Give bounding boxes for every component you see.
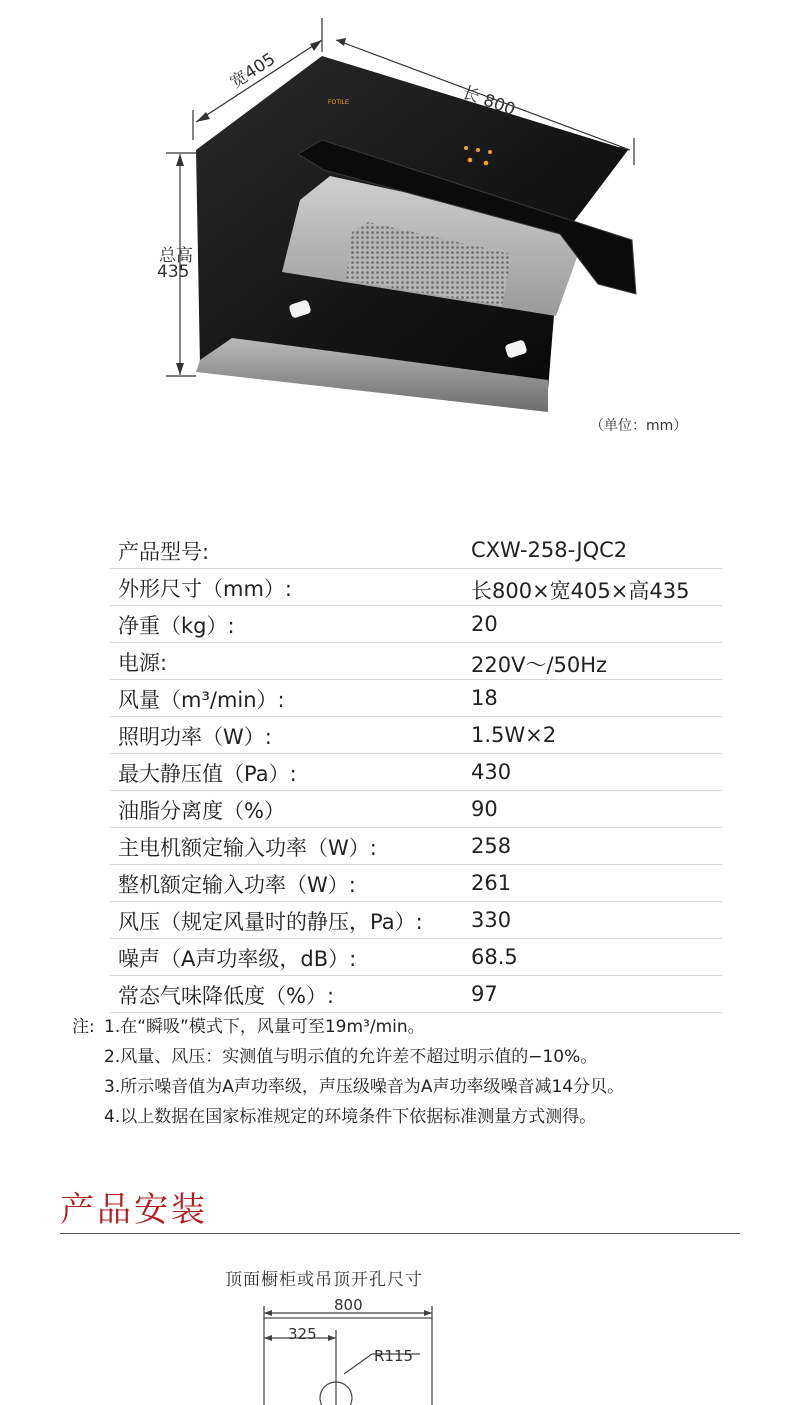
note-text: 3.所示噪音值为A声功率级，声压级噪音为A声功率级噪音减14分贝。 <box>104 1077 625 1097</box>
spec-row-total-power <box>110 865 722 902</box>
dim-total-label: 800 <box>334 1296 363 1314</box>
height-dimension-label-line1: 总高 <box>159 246 193 266</box>
spec-value: 261 <box>471 871 512 895</box>
unit-note: （单位：mm） <box>590 418 688 434</box>
spec-row-lighting-power <box>110 717 722 754</box>
spec-value: 90 <box>471 797 498 821</box>
spec-value: 220V～/50Hz <box>471 653 608 677</box>
spec-value: 1.5W×2 <box>471 723 557 747</box>
spec-value: 68.5 <box>471 945 518 969</box>
radius-leader <box>344 1354 372 1374</box>
spec-table <box>110 532 722 1013</box>
spec-notes <box>72 1012 624 1132</box>
spec-label: 风量（m³/min）: <box>118 688 285 712</box>
note-item <box>72 1012 624 1042</box>
spec-row-grease-separation <box>110 791 722 828</box>
brand-logo: FOTILE <box>328 100 350 106</box>
spec-row-airflow <box>110 680 722 717</box>
height-dimension-label-line2: 435 <box>157 262 190 282</box>
dim-offset-label: 325 <box>288 1325 317 1343</box>
note-item <box>72 1042 624 1072</box>
spec-label: 油脂分离度（%） <box>118 799 285 823</box>
spec-row-wind-pressure <box>110 902 722 939</box>
spec-label: 产品型号: <box>118 540 210 564</box>
length-dimension-label: 长 800 <box>459 82 518 121</box>
notes-prefix: 注: <box>72 1017 95 1037</box>
spec-row-model <box>110 532 722 569</box>
spec-row-max-static-pressure <box>110 754 722 791</box>
spec-label: 净重（kg）: <box>118 614 235 638</box>
spec-label: 噪声（A声功率级，dB）: <box>118 947 357 971</box>
spec-row-motor-power <box>110 828 722 865</box>
spec-value: 18 <box>471 686 498 710</box>
note-text: 1.在“瞬吸”模式下，风量可至19m³/min。 <box>104 1017 425 1037</box>
note-item <box>72 1102 624 1132</box>
spec-label: 常态气味降低度（%）: <box>118 984 335 1008</box>
spec-row-weight <box>110 606 722 643</box>
spec-label: 外形尺寸（mm）: <box>118 577 292 601</box>
section-divider <box>60 1233 740 1234</box>
width-dimension-label: 宽405 <box>226 49 280 93</box>
spec-row-noise <box>110 939 722 976</box>
install-section-title: 产品安装 <box>60 1190 208 1230</box>
range-hood-illustration <box>0 0 790 470</box>
spec-label: 最大静压值（Pa）: <box>118 762 297 786</box>
spec-value: 330 <box>471 908 512 932</box>
spec-label: 照明功率（W）: <box>118 725 272 749</box>
note-text: 2.风量、风压：实测值与明示值的允许差不超过明示值的−10%。 <box>104 1047 598 1067</box>
dim-radius-label: R115 <box>374 1347 414 1365</box>
note-text: 4.以上数据在国家标准规定的环境条件下依据标准测量方式测得。 <box>104 1107 597 1127</box>
product-dimension-figure <box>0 0 790 470</box>
note-item <box>72 1072 624 1102</box>
spec-value: 20 <box>471 612 498 636</box>
spec-value: 430 <box>471 760 512 784</box>
spec-label: 风压（规定风量时的静压，Pa）: <box>118 910 423 934</box>
spec-value: 97 <box>471 982 498 1006</box>
spec-label: 电源: <box>118 651 168 675</box>
cutout-dimension-diagram <box>0 1280 790 1405</box>
install-diagram-caption: 顶面橱柜或吊顶开孔尺寸 <box>225 1270 423 1290</box>
spec-label: 整机额定输入功率（W）: <box>118 873 356 897</box>
spec-label: 主电机额定输入功率（W）: <box>118 836 377 860</box>
spec-row-odor-reduction <box>110 976 722 1013</box>
spec-value: 长800×宽405×高435 <box>471 579 690 603</box>
spec-value: CXW-258-JQC2 <box>471 538 628 562</box>
spec-value: 258 <box>471 834 512 858</box>
spec-row-dimensions <box>110 569 722 606</box>
spec-row-power-supply <box>110 643 722 680</box>
